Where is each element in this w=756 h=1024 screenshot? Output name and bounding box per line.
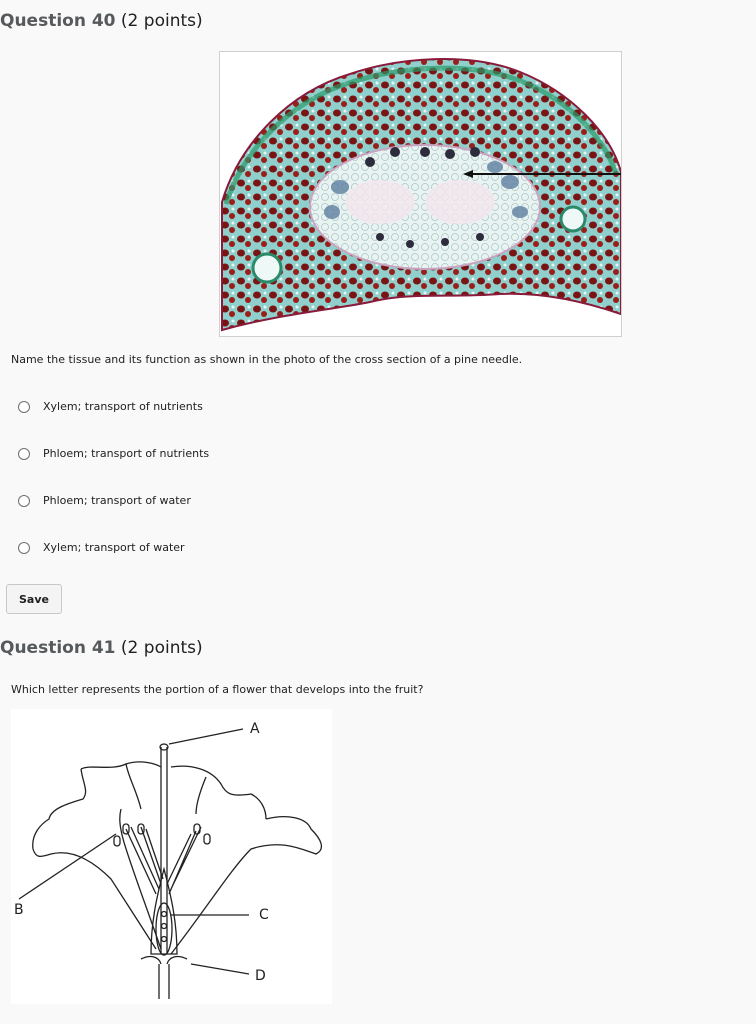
radio-button[interactable] [18,495,30,507]
option-label: Phloem; transport of nutrients [43,447,210,460]
label-a: A [250,721,260,737]
radio-button[interactable] [18,542,30,554]
option-phloem-water[interactable] [18,494,191,507]
pine-needle-cross-section-image [219,51,622,337]
label-b: B [14,902,24,918]
question-number: Question 40 [0,11,116,31]
question-40-prompt: Name the tissue and its function as shown in the photo of the cross section of a pine needle. [11,353,523,366]
option-xylem-nutrients[interactable] [18,400,203,413]
option-xylem-water[interactable] [18,541,185,554]
option-label: Xylem; transport of water [43,541,185,554]
radio-button[interactable] [18,401,30,413]
flower-diagram-image [11,709,332,1004]
label-d: D [255,968,266,984]
save-button[interactable]: Save [6,584,62,614]
option-label: Phloem; transport of water [43,494,191,507]
radio-button[interactable] [18,448,30,460]
question-41-prompt: Which letter represents the portion of a flower that develops into the fruit? [11,683,424,696]
question-number: Question 41 [0,638,116,658]
question-41-title [0,637,203,659]
option-label: Xylem; transport of nutrients [43,400,203,413]
question-points: (2 points) [120,11,203,31]
option-phloem-nutrients[interactable] [18,447,209,460]
question-40-title [0,10,203,32]
label-c: C [259,907,269,923]
question-points: (2 points) [120,638,203,658]
